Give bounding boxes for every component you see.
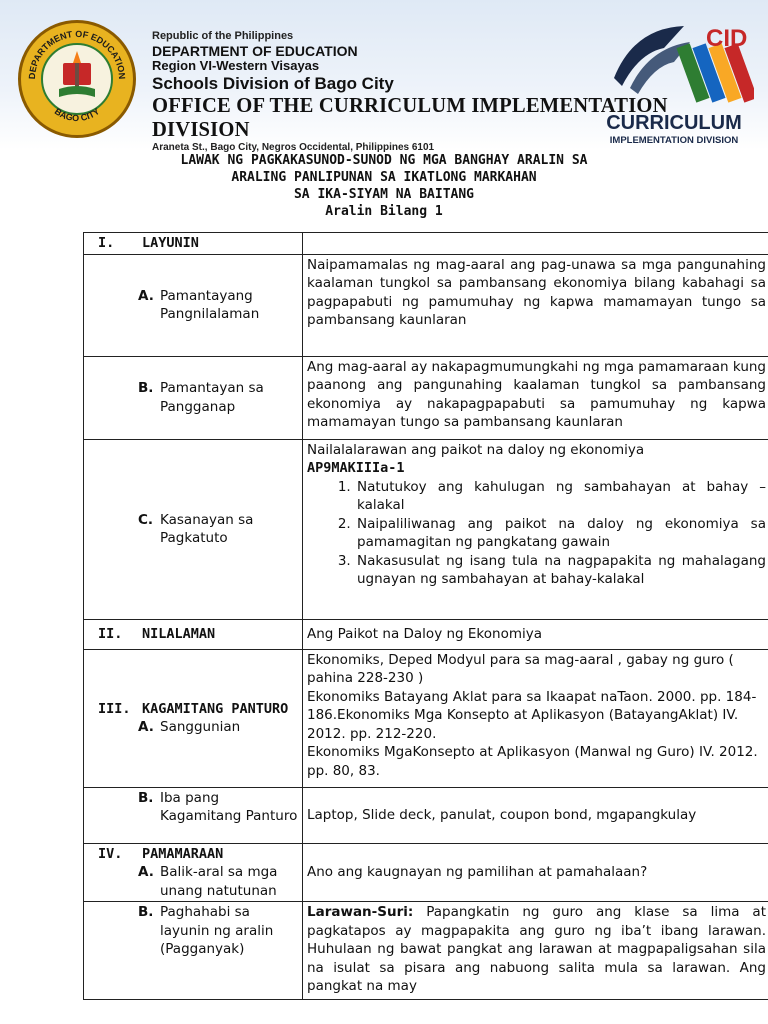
- reference-item: Ekonomiks Batayang Aklat para sa Ikaapat naTaon. 2000. pp. 184-186.Ekonomiks Mga Konsepto at Aplikasyon (BatayangAklat) IV. 2012. pp. 212-220.: [307, 688, 757, 742]
- cell-nilalaman-content: Ang Paikot na Daloy ng Ekonomiya: [303, 619, 768, 649]
- cell-iba-label: [84, 787, 303, 843]
- cell-paghahabi-content: [303, 902, 768, 1000]
- item-letter: C.: [138, 511, 154, 528]
- row-layunin: [84, 233, 768, 255]
- row-kagamitang-panturo: [84, 649, 768, 787]
- section-label: NILALAMAN: [142, 625, 216, 642]
- row-nilalaman: [84, 619, 768, 649]
- cell-b-label: [84, 356, 303, 439]
- cid-logo-graphic: [594, 18, 754, 114]
- activity-text: Papangkatin ng guro ang klase sa lima at pagkatapos ay magpapakita ang guro ng iba’t ibang larawan. Huhulaan ng bawat pangkat ang larawan at magpapaligsahan sila na isulat sa pisara ang nabuong salita mula sa larawan. Ang pangkat na may: [307, 904, 766, 994]
- office-address: Araneta St., Bago City, Negros Occidental, Philippines 6101: [152, 141, 435, 153]
- cell-sanggunian-content: [303, 649, 768, 787]
- seal-graphic: [21, 23, 133, 135]
- document-title: [0, 152, 768, 220]
- cell-c-label: [84, 439, 303, 619]
- lesson-plan-table: [83, 232, 768, 1000]
- title-line-2: ARALING PANLIPUNAN SA IKATLONG MARKAHAN: [231, 170, 537, 185]
- cell-pamamaraan-label: [84, 843, 303, 902]
- item-letter: A.: [138, 287, 154, 304]
- section-label: KAGAMITANG PANTURO: [142, 700, 289, 717]
- reference-item: Ekonomiks MgaKonsepto at Aplikasyon (Manwal ng Guro) IV. 2012. pp. 80, 83.: [307, 744, 758, 779]
- cid-subtitle: IMPLEMENTATION DIVISION: [609, 135, 739, 146]
- region-name: Region VI-Western Visayas: [152, 57, 320, 73]
- cell-balik-aral-content: Ano ang kaugnayan ng pamilihan at pamahalaan?: [303, 843, 768, 902]
- item-label: Paghahabi sa layunin ng aralin (Pagganyak): [160, 904, 274, 957]
- seal-top-text: DEPARTMENT OF EDUCATION: [26, 28, 128, 80]
- item-label: Pamantayang Pangnilalaman: [160, 287, 260, 322]
- item-letter: B.: [138, 380, 154, 396]
- item-label: Pamantayan sa Pangganap: [160, 380, 264, 415]
- cell-paghahabi-label: [84, 902, 303, 1000]
- section-number: III.: [98, 700, 131, 717]
- row-kasanayan-sa-pagkatuto: [84, 439, 768, 619]
- row-pamantayan-sa-pangganap: [84, 356, 768, 439]
- objective-item: 2. Naipaliliwanag ang paikot na daloy ng ekonomiya sa pamamagitan ng pangkatang gawain: [355, 515, 766, 552]
- cell-c-content: [303, 439, 768, 619]
- competency-intro: Nailalalarawan ang paikot na daloy ng ekonomiya: [307, 441, 645, 458]
- section-label: LAYUNIN: [142, 235, 199, 251]
- objectives-list: [307, 478, 766, 589]
- row-pamamaraan: [84, 843, 768, 902]
- cell-a-content: Naipamamalas ng mag-aaral ang pag-unawa sa mga pangunahing kaalaman tungkol sa pambansang ekonomiya bilang kabahagi sa pagpapabuti ng pamumuhay ng kapwa mamamayan tungo sa pambansang kaunlaran: [303, 254, 768, 356]
- republic-text: Republic of the Philippines: [152, 30, 294, 42]
- section-number: IV.: [98, 845, 123, 862]
- division-name: Schools Division of Bago City: [152, 73, 394, 93]
- section-number: II.: [98, 625, 123, 642]
- row-paghahabi: [84, 902, 768, 1000]
- cell-iba-content: Laptop, Slide deck, panulat, coupon bond, mgapangkulay: [303, 787, 768, 843]
- section-label: PAMAMARAAN: [142, 845, 224, 862]
- cid-logo: [594, 18, 754, 148]
- item-label: Balik-aral sa mga unang natutunan: [160, 864, 278, 899]
- cell-kagamitang-label: [84, 649, 303, 787]
- item-label: Kasanayan sa Pagkatuto: [160, 511, 254, 546]
- activity-lead: Larawan-Suri:: [307, 904, 414, 920]
- item-letter: B.: [138, 789, 154, 806]
- letterhead: [0, 0, 768, 153]
- title-line-4: Aralin Bilang 1: [325, 204, 443, 219]
- seal-bottom-text: BAGO CITY: [52, 106, 102, 124]
- title-line-3: SA IKA-SIYAM NA BAITANG: [293, 187, 474, 202]
- item-label: Sanggunian: [160, 719, 241, 735]
- cell-nilalaman-label: [84, 619, 303, 649]
- cell-a-label: [84, 254, 303, 356]
- cell-layunin-content: [303, 233, 768, 255]
- department-name: DEPARTMENT OF EDUCATION: [152, 42, 358, 59]
- item-letter: A.: [138, 719, 154, 735]
- cell-b-content: Ang mag-aaral ay nakapagmumungkahi ng mga pamamaraan kung paanong ang pangunahing kaalaman tungkol sa pambansang ekonomiya ay nakapagpapabuti sa pamumuhay ng kapwa mamamayan tungo sa pambansang kaunlaran: [303, 356, 768, 439]
- item-letter: A.: [138, 864, 154, 880]
- cid-name: CURRICULUM: [606, 112, 742, 134]
- objective-item: 1. Natutukoy ang kahulugan ng sambahayan at bahay – kalakal: [355, 478, 766, 515]
- competency-code: AP9MAKIIIa-1: [307, 460, 405, 476]
- item-label: Iba pang Kagamitang Panturo: [160, 789, 298, 824]
- deped-bago-seal: [18, 20, 136, 138]
- section-number: I.: [98, 235, 115, 251]
- office-name: OFFICE OF THE CURRICULUM IMPLEMENTATION DIVISION: [152, 93, 668, 142]
- row-iba-pang-kagamitan: [84, 787, 768, 843]
- item-letter: B.: [138, 904, 154, 920]
- cell-layunin-label: [84, 233, 303, 255]
- row-pamantayang-pangnilalaman: [84, 254, 768, 356]
- cid-badge-text: CID: [706, 25, 748, 52]
- objective-item: 3. Nakasusulat ng isang tula na nagpapakita ng mahalagang ugnayan ng sambahayan at bahay-kalakal: [355, 552, 766, 589]
- title-line-1: LAWAK NG PAGKAKASUNOD-SUNOD NG MGA BANGHAY ARALIN SA: [180, 153, 588, 168]
- reference-item: Ekonomiks, Deped Modyul para sa mag-aaral , gabay ng guro ( pahina 228-230 ): [307, 651, 734, 686]
